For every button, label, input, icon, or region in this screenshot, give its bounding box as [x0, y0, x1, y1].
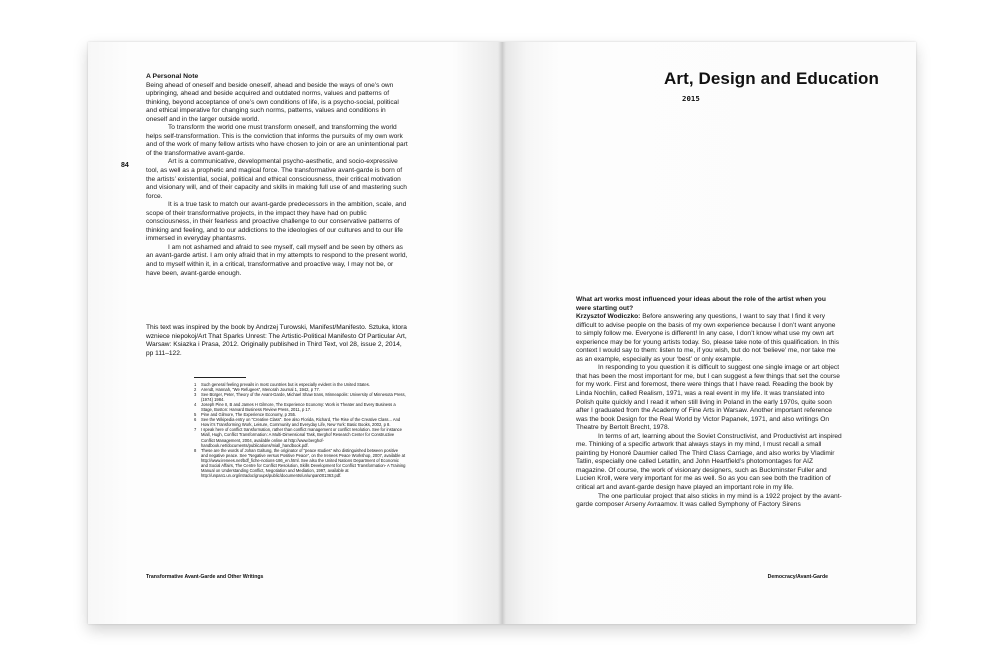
paragraph: In terms of art, learning about the Soviet Constructivist, and Productivist art inspired me. Thinking of a specific artwork that always stays in my mind, I must recall a small painting by Honoré Daumier called The Third Class Carriage, and also works by Vladimir Tatlin, especially one called Letatlin, and John Heartfield’s photomontages for AIZ magazine. Of course, the work of visionary designers, such as Buckminster Fuller and Lucien Kroll, were very important for me as well. So as you can see both the tradition of critical art and avant-garde design have played an important role in my life.: [576, 432, 842, 492]
footnote-number: 1: [194, 382, 197, 387]
footnote-text: I speak here of conflict transformation, rather than conflict management or conflict resolution. See for instance Miall, Hugh, Conflict Transformation: A Multi-Dimensional Task, Berghof Research Center for Constructive Conflict Management, 2004, available online at http://www.berghof-handbook.net/documents/publications/miall_handbook.pdf.: [201, 427, 402, 448]
footnote-text: See the Wikipedia entry on “Creative Class”. See also Florida, Richard, The Rise of the Creative Class... And How it’s Transforming Work, Leisure, Community and Everyday Life, New York: Basic Books, 2002, p 8.: [201, 417, 401, 428]
chapter-title: Art, Design and Education: [664, 69, 880, 88]
paragraph: The one particular project that also sticks in my mind is a 1922 project by the avant-garde composer Arseny Avraamov. It was called Symphony of Factory Sirens: [576, 492, 842, 509]
interview-question: What art works most influenced your ideas about the role of the artist when you were starting out?: [576, 296, 826, 312]
chapter-year: 2015: [682, 94, 700, 103]
footnote-number: 2: [194, 387, 197, 393]
paragraph: To transform the world one must transform oneself, and transforming the world helps self-transformation. This is the conviction that informs the pursuits of my own work and of the work of many fellow artists who have chosen to join or are an unintentional part of the transformative avant-garde.: [146, 124, 408, 157]
footnote: [194, 448, 406, 478]
footnote-number: 8: [194, 447, 197, 453]
page-number: 84: [121, 162, 129, 169]
running-footer-right: Democracy/Avant-Garde: [767, 574, 828, 580]
footnote-text: These are the words of Johan Galtung, the originator of “peace studies” who distinguished between positive and negative peace. See “Negative versus Positive Peace”, on the Irenees Peace Workshop, 2007, available at http://www.irenees.net/bdf_fiche-notions-186_en.html. See also the United Nations Department of Economic and Social Affairs, The Centre for Conflict Resolution, Skills Development for Conflict Transformation- A Training Manual on Understanding Conflict, Negotiation and Mediation, 1997, available at http://unpan1.un.org/intradoc/groups/public/documents/un/unpan001363.pdf.: [201, 447, 406, 478]
speaker-name: Krzysztof Wodiczko:: [576, 313, 641, 321]
book-gutter: [498, 42, 506, 624]
running-footer-left: Transformative Avant-Garde and Other Writings: [146, 574, 264, 580]
source-note: This text was inspired by the book by Andrzej Turowski, Manifest/Manifesto. Sztuka, ktora wzniece niepokoj/Art That Sparks Unrest: The Artistic-Political Manifesto Of Particular Art, Warsaw: Ksiazka i Prasa, 2012. Originally published in Third Text, vol 28, issue 2, 2014, pp 111–122.: [146, 324, 407, 357]
paragraph: Being ahead of oneself and beside oneself, ahead and beside the ways of one’s own upbringing, ahead and beside acquired and outdated norms, values and patterns of thinking, beyond acceptance of one’s own conditions of life, is a psycho-social, political and ethical imperative for changing such norms, patterns, values and conditions in oneself and in the larger outside world.: [146, 81, 399, 123]
paragraph: In responding to you question it is difficult to suggest one single image or art object that has been the most important for me, but I can suggest a few things that set the course for my work. First and foremost, there were things that I have read. Reading the book by Linda Nochlin, called Realism, 1971, was a real event in my life. It was translated into Polish quite quickly and I read it when still living in Poland in the early 1970s, quite soon after I graduated from the Academy of Fine Arts in Warsaw. Another important reference was the book Design for the Real World by Victor Papanek, 1971, and also writings On Theatre by Bertolt Brecht, 1978.: [576, 364, 840, 432]
footnote: [194, 392, 406, 402]
footnote-number: 3: [194, 392, 197, 398]
footnote: [194, 417, 406, 427]
footnote-text: Such general feeling prevails in most countries but is especially evident in the United States.: [201, 382, 370, 387]
paragraph: I am not ashamed and afraid to see myself, call myself and be seen by others as an avant-garde artist. I am only afraid that in my attempts to respond to the present world, and to myself within it, in a critical, transformative and proactive way, I may not be, or have been, avant-garde enough.: [146, 243, 408, 277]
left-page: [88, 42, 502, 624]
section-heading: A Personal Note: [146, 73, 199, 80]
footnote-text: Joseph Pine II, B and James H Gilmore, The Experience Economy: Work is Theater and Every Business a Stage, Boston: Harvard Business Review Press, 2011, p 17.: [201, 402, 396, 413]
answer-paragraph: [576, 313, 842, 364]
personal-note-text: [146, 73, 408, 278]
paragraph: Art is a communicative, developmental psycho-aesthetic, and socio-expressive tool, as well as a prophetic and magical force. The transformative avant-garde is born of the artists’ existential, social, political and ethical consciousness, their critical motivation and visionary will, and of their capacity and skills in making full use of and mastering such force.: [146, 158, 407, 200]
right-page: [502, 42, 916, 624]
interview-text: [576, 296, 842, 510]
footnote-number: 4: [194, 402, 197, 408]
footnote-number: 7: [194, 427, 197, 433]
answer-text: Before answering any questions, I want to say that I find it very difficult to advise people on the basis of my own experience because I don’t want anyone to simply follow me. Everyone is different! In any case, I don’t know what use my own art experience may be for young artists today. So, please take note of this qualification. In this context I would say to them: listen to me, if you wish, but do not ‘believe’ me, nor take me as an example, especially as your ‘best’ or only example.: [576, 313, 840, 363]
paragraph: It is a true task to match our avant-garde predecessors in the ambition, scale, and scope of their transformative projects, in the impact they have had on public consciousness, in their fearless and proactive challenge to our conservative patterns of thinking and feeling, and to our addictions to the ideologies of our cultures and to our life immersed in everyday phantasms.: [146, 201, 407, 243]
footnotes: [194, 382, 406, 478]
footnote: [194, 402, 406, 412]
footnote-number: 5: [194, 412, 197, 418]
book-spread: [88, 42, 916, 624]
footnote-divider: [194, 377, 246, 378]
footnote-text: See Bürger, Peter, Theory of the Avant-Garde, Michael Shaw trans, Minneapolis: University of Minnesota Press, (1974) 1984.: [201, 392, 406, 403]
footnote-text: Arendt, Hannah, “We Refugees”, Menorah Journal 1, 1942, p 77.: [201, 387, 320, 393]
footnote: [194, 427, 406, 447]
footnote-number: 6: [194, 417, 197, 423]
footnote-text: Pine and Gilmore, The Experience Economy, p 255.: [201, 412, 297, 418]
